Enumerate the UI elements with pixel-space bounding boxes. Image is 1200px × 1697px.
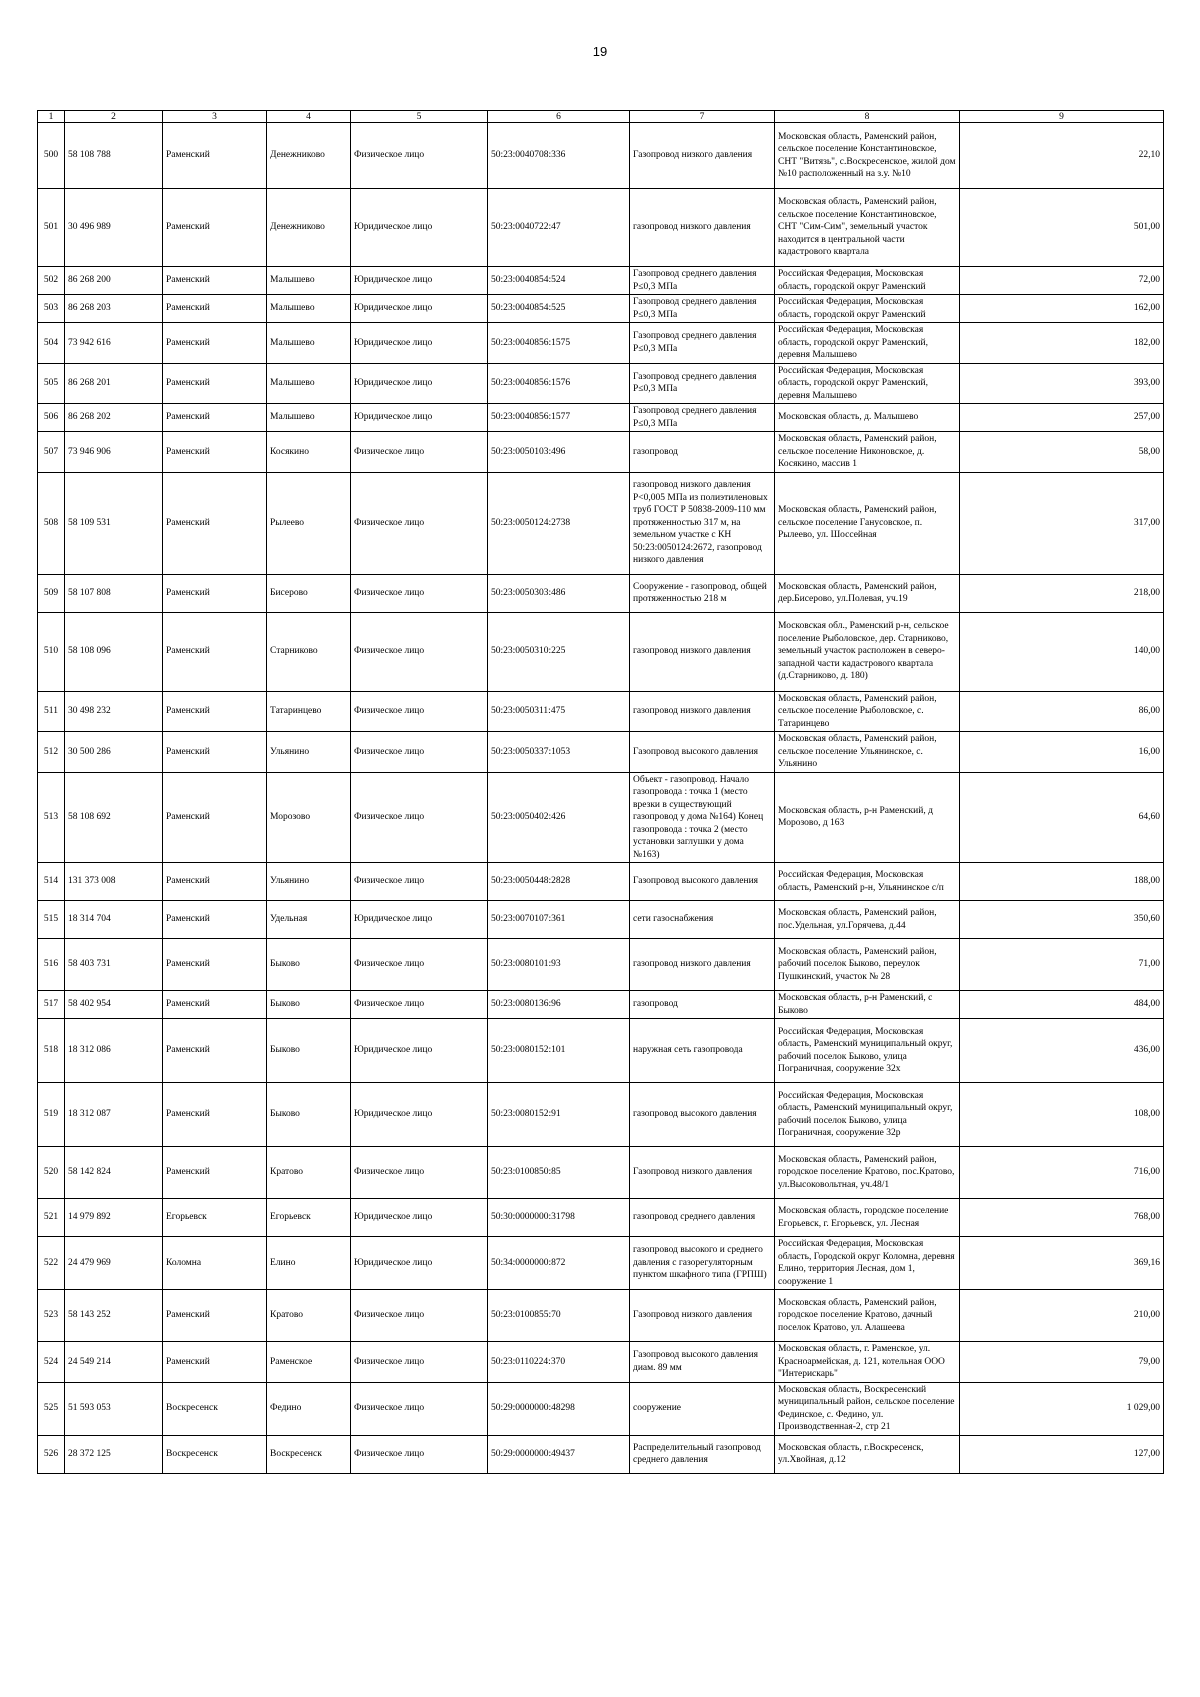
locality-cell: Косякино xyxy=(267,432,351,473)
object-description-cell: Газопровод среднего давления P≤0,3 МПа xyxy=(630,404,775,432)
district-cell: Раменский xyxy=(163,432,267,473)
address-cell: Российская Федерация, Московская область, городской округ Раменский xyxy=(775,267,960,295)
value-cell: 393,00 xyxy=(960,363,1164,404)
value-cell: 71,00 xyxy=(960,939,1164,991)
address-cell: Московская область, Раменский район, сельское поселение Ганусовское, п. Рылеево, ул. Шоссейная xyxy=(775,472,960,574)
value-cell: 350,60 xyxy=(960,901,1164,939)
record-id-cell: 28 372 125 xyxy=(65,1435,163,1473)
owner-type-cell: Юридическое лицо xyxy=(351,363,488,404)
cadastral-number-cell: 50:23:0040856:1576 xyxy=(488,363,630,404)
value-cell: 72,00 xyxy=(960,267,1164,295)
district-cell: Коломна xyxy=(163,1237,267,1290)
locality-cell: Удельная xyxy=(267,901,351,939)
owner-type-cell: Юридическое лицо xyxy=(351,1019,488,1083)
district-cell: Раменский xyxy=(163,1083,267,1147)
locality-cell: Кратово xyxy=(267,1147,351,1199)
column-header: 9 xyxy=(960,111,1164,123)
owner-type-cell: Юридическое лицо xyxy=(351,189,488,267)
record-id-cell: 86 268 201 xyxy=(65,363,163,404)
owner-type-cell: Физическое лицо xyxy=(351,1147,488,1199)
district-cell: Раменский xyxy=(163,691,267,732)
locality-cell: Елино xyxy=(267,1237,351,1290)
value-cell: 1 029,00 xyxy=(960,1382,1164,1435)
address-cell: Московская область, городское поселение Егорьевск, г. Егорьевск, ул. Лесная xyxy=(775,1199,960,1237)
row-number-cell: 513 xyxy=(38,772,65,863)
record-id-cell: 73 946 906 xyxy=(65,432,163,473)
address-cell: Российская Федерация, Московская область, городской округ Раменский, деревня Малышево xyxy=(775,363,960,404)
address-cell: Российская Федерация, Московская область, Раменский муниципальный округ, рабочий поселок Быково, улица Пограничная, сооружение 32р xyxy=(775,1083,960,1147)
table-row xyxy=(38,123,1164,189)
address-cell: Московская обл., Раменский р-н, сельское поселение Рыболовское, дер. Старниково, земельный участок расположен в северо-западной части кадастрового квартала (д.Старниково, д. 180) xyxy=(775,612,960,691)
district-cell: Раменский xyxy=(163,991,267,1019)
table-row xyxy=(38,189,1164,267)
row-number-cell: 508 xyxy=(38,472,65,574)
owner-type-cell: Физическое лицо xyxy=(351,863,488,901)
row-number-cell: 510 xyxy=(38,612,65,691)
record-id-cell: 24 549 214 xyxy=(65,1342,163,1383)
value-cell: 317,00 xyxy=(960,472,1164,574)
object-description-cell: газопровод xyxy=(630,432,775,473)
record-id-cell: 58 143 252 xyxy=(65,1290,163,1342)
row-number-cell: 505 xyxy=(38,363,65,404)
cadastral-number-cell: 50:23:0080136:96 xyxy=(488,991,630,1019)
table-row xyxy=(38,323,1164,364)
object-description-cell: газопровод низкого давления xyxy=(630,189,775,267)
record-id-cell: 51 593 053 xyxy=(65,1382,163,1435)
column-header: 8 xyxy=(775,111,960,123)
table-row xyxy=(38,691,1164,732)
row-number-cell: 521 xyxy=(38,1199,65,1237)
object-description-cell: газопровод высокого и среднего давления с газорегуляторным пунктом шкафного типа (ГРПШ) xyxy=(630,1237,775,1290)
locality-cell: Денежниково xyxy=(267,189,351,267)
address-cell: Московская область, Раменский район, сельское поселение Константиновское, СНТ "Сим-Сим", земельный участок находится в центральной части кадастрового квартала xyxy=(775,189,960,267)
object-description-cell: газопровод низкого давления xyxy=(630,612,775,691)
record-id-cell: 131 373 008 xyxy=(65,863,163,901)
row-number-cell: 524 xyxy=(38,1342,65,1383)
cadastral-number-cell: 50:30:0000000:31798 xyxy=(488,1199,630,1237)
value-cell: 140,00 xyxy=(960,612,1164,691)
column-header: 7 xyxy=(630,111,775,123)
column-header: 2 xyxy=(65,111,163,123)
locality-cell: Малышево xyxy=(267,267,351,295)
record-id-cell: 86 268 200 xyxy=(65,267,163,295)
object-description-cell: Объект - газопровод. Начало газопровода : точка 1 (место врезки в существующий газопровод у дома №164) Конец газопровода : точка 2 (место установки заглушки у дома №163) xyxy=(630,772,775,863)
value-cell: 218,00 xyxy=(960,574,1164,612)
column-header: 3 xyxy=(163,111,267,123)
column-header: 5 xyxy=(351,111,488,123)
object-description-cell: газопровод низкого давления P<0,005 МПа из полиэтиленовых труб ГОСТ Р 50838-2009-110 мм протяженностью 317 м, на земельном участке с КН 50:23:0050124:2672, газопровод низкого давления xyxy=(630,472,775,574)
locality-cell: Ульянино xyxy=(267,863,351,901)
cadastral-number-cell: 50:23:0100850:85 xyxy=(488,1147,630,1199)
object-description-cell: Газопровод среднего давления P≤0,3 МПа xyxy=(630,267,775,295)
value-cell: 188,00 xyxy=(960,863,1164,901)
cadastral-number-cell: 50:23:0040854:524 xyxy=(488,267,630,295)
row-number-cell: 519 xyxy=(38,1083,65,1147)
record-id-cell: 30 498 232 xyxy=(65,691,163,732)
district-cell: Раменский xyxy=(163,732,267,773)
owner-type-cell: Физическое лицо xyxy=(351,991,488,1019)
value-cell: 716,00 xyxy=(960,1147,1164,1199)
address-cell: Московская область, Раменский район, рабочий поселок Быково, переулок Пушкинский, участок № 28 xyxy=(775,939,960,991)
owner-type-cell: Юридическое лицо xyxy=(351,323,488,364)
record-id-cell: 14 979 892 xyxy=(65,1199,163,1237)
owner-type-cell: Юридическое лицо xyxy=(351,404,488,432)
table-row xyxy=(38,1019,1164,1083)
value-cell: 127,00 xyxy=(960,1435,1164,1473)
district-cell: Воскресенск xyxy=(163,1382,267,1435)
record-id-cell: 86 268 203 xyxy=(65,295,163,323)
table-row xyxy=(38,1342,1164,1383)
table-row xyxy=(38,1382,1164,1435)
owner-type-cell: Физическое лицо xyxy=(351,612,488,691)
table-row xyxy=(38,612,1164,691)
cadastral-number-cell: 50:23:0050448:2828 xyxy=(488,863,630,901)
address-cell: Московская область, Раменский район, сельское поселение Константиновское, СНТ "Витязь", с.Воскресенское, жилой дом №10 расположенный на з.у. №10 xyxy=(775,123,960,189)
record-id-cell: 18 312 087 xyxy=(65,1083,163,1147)
locality-cell: Малышево xyxy=(267,363,351,404)
locality-cell: Татаринцево xyxy=(267,691,351,732)
table-row xyxy=(38,267,1164,295)
cadastral-number-cell: 50:23:0080152:91 xyxy=(488,1083,630,1147)
owner-type-cell: Физическое лицо xyxy=(351,574,488,612)
owner-type-cell: Юридическое лицо xyxy=(351,1199,488,1237)
district-cell: Раменский xyxy=(163,295,267,323)
object-description-cell: Газопровод высокого давления диам. 89 мм xyxy=(630,1342,775,1383)
object-description-cell: Распределительный газопровод среднего давления xyxy=(630,1435,775,1473)
address-cell: Московская область, г. Раменское, ул. Красноармейская, д. 121, котельная ООО "Интерискарь" xyxy=(775,1342,960,1383)
row-number-cell: 523 xyxy=(38,1290,65,1342)
district-cell: Раменский xyxy=(163,772,267,863)
value-cell: 86,00 xyxy=(960,691,1164,732)
cadastral-number-cell: 50:34:0000000:872 xyxy=(488,1237,630,1290)
record-id-cell: 58 107 808 xyxy=(65,574,163,612)
column-header: 4 xyxy=(267,111,351,123)
owner-type-cell: Юридическое лицо xyxy=(351,1083,488,1147)
address-cell: Московская область, д. Малышево xyxy=(775,404,960,432)
value-cell: 64,60 xyxy=(960,772,1164,863)
district-cell: Раменский xyxy=(163,472,267,574)
locality-cell: Ульянино xyxy=(267,732,351,773)
header-row xyxy=(38,111,1164,123)
locality-cell: Малышево xyxy=(267,295,351,323)
table-body xyxy=(38,123,1164,1474)
record-id-cell: 58 403 731 xyxy=(65,939,163,991)
address-cell: Московская область, Раменский район, городское поселение Кратово, пос.Кратово, ул.Высоковольтная, уч.48/1 xyxy=(775,1147,960,1199)
table-row xyxy=(38,991,1164,1019)
locality-cell: Кратово xyxy=(267,1290,351,1342)
row-number-cell: 504 xyxy=(38,323,65,364)
cadastral-number-cell: 50:23:0050402:426 xyxy=(488,772,630,863)
object-description-cell: газопровод среднего давления xyxy=(630,1199,775,1237)
district-cell: Раменский xyxy=(163,189,267,267)
district-cell: Раменский xyxy=(163,363,267,404)
address-cell: Московская область, Раменский район, пос.Удельная, ул.Горячева, д.44 xyxy=(775,901,960,939)
object-description-cell: газопровод xyxy=(630,991,775,1019)
object-description-cell: газопровод низкого давления xyxy=(630,691,775,732)
value-cell: 484,00 xyxy=(960,991,1164,1019)
row-number-cell: 502 xyxy=(38,267,65,295)
table-row xyxy=(38,1237,1164,1290)
table-row xyxy=(38,1147,1164,1199)
value-cell: 436,00 xyxy=(960,1019,1164,1083)
table-header xyxy=(38,111,1164,123)
table-row xyxy=(38,472,1164,574)
district-cell: Раменский xyxy=(163,901,267,939)
table-row xyxy=(38,939,1164,991)
address-cell: Российская Федерация, Московская область, Городской округ Коломна, деревня Елино, территория Лесная, дом 1, сооружение 1 xyxy=(775,1237,960,1290)
address-cell: Московская область, Раменский район, сельское поселение Никоновское, д. Косякино, массив 1 xyxy=(775,432,960,473)
locality-cell: Малышево xyxy=(267,323,351,364)
cadastral-number-cell: 50:23:0070107:361 xyxy=(488,901,630,939)
locality-cell: Морозово xyxy=(267,772,351,863)
object-description-cell: Газопровод низкого давления xyxy=(630,1290,775,1342)
cadastral-number-cell: 50:23:0050311:475 xyxy=(488,691,630,732)
value-cell: 162,00 xyxy=(960,295,1164,323)
cadastral-number-cell: 50:23:0050103:496 xyxy=(488,432,630,473)
district-cell: Раменский xyxy=(163,404,267,432)
cadastral-number-cell: 50:23:0110224:370 xyxy=(488,1342,630,1383)
row-number-cell: 516 xyxy=(38,939,65,991)
address-cell: Российская Федерация, Московская область, Раменский р-н, Ульянинское с/п xyxy=(775,863,960,901)
owner-type-cell: Физическое лицо xyxy=(351,732,488,773)
address-cell: Московская область, р-н Раменский, д Морозово, д 163 xyxy=(775,772,960,863)
cadastral-number-cell: 50:23:0050303:486 xyxy=(488,574,630,612)
cadastral-number-cell: 50:23:0080152:101 xyxy=(488,1019,630,1083)
owner-type-cell: Юридическое лицо xyxy=(351,1237,488,1290)
table-row xyxy=(38,1199,1164,1237)
object-description-cell: газопровод низкого давления xyxy=(630,939,775,991)
cadastral-number-cell: 50:23:0050124:2738 xyxy=(488,472,630,574)
object-description-cell: наружная сеть газопровода xyxy=(630,1019,775,1083)
table-row xyxy=(38,574,1164,612)
address-cell: Российская Федерация, Московская область, городской округ Раменский, деревня Малышево xyxy=(775,323,960,364)
cadastral-number-cell: 50:29:0000000:48298 xyxy=(488,1382,630,1435)
cadastral-number-cell: 50:23:0040856:1577 xyxy=(488,404,630,432)
address-cell: Российская Федерация, Московская область, городской округ Раменский xyxy=(775,295,960,323)
address-cell: Московская область, Раменский район, городское поселение Кратово, дачный поселок Кратово, ул. Алашеева xyxy=(775,1290,960,1342)
value-cell: 22,10 xyxy=(960,123,1164,189)
record-id-cell: 58 108 096 xyxy=(65,612,163,691)
object-description-cell: Газопровод среднего давления P≤0,3 МПа xyxy=(630,363,775,404)
address-cell: Московская область, р-н Раменский, с Быково xyxy=(775,991,960,1019)
locality-cell: Старниково xyxy=(267,612,351,691)
table-row xyxy=(38,1083,1164,1147)
owner-type-cell: Физическое лицо xyxy=(351,1382,488,1435)
value-cell: 182,00 xyxy=(960,323,1164,364)
record-id-cell: 73 942 616 xyxy=(65,323,163,364)
owner-type-cell: Физическое лицо xyxy=(351,772,488,863)
cadastral-number-cell: 50:29:0000000:49437 xyxy=(488,1435,630,1473)
district-cell: Раменский xyxy=(163,1147,267,1199)
object-description-cell: Газопровод среднего давления P≤0,3 МПа xyxy=(630,323,775,364)
district-cell: Егорьевск xyxy=(163,1199,267,1237)
cadastral-number-cell: 50:23:0040854:525 xyxy=(488,295,630,323)
owner-type-cell: Физическое лицо xyxy=(351,691,488,732)
cadastral-number-cell: 50:23:0040722:47 xyxy=(488,189,630,267)
row-number-cell: 515 xyxy=(38,901,65,939)
value-cell: 768,00 xyxy=(960,1199,1164,1237)
record-id-cell: 58 402 954 xyxy=(65,991,163,1019)
cadastral-number-cell: 50:23:0040856:1575 xyxy=(488,323,630,364)
locality-cell: Рылеево xyxy=(267,472,351,574)
row-number-cell: 526 xyxy=(38,1435,65,1473)
locality-cell: Быково xyxy=(267,991,351,1019)
row-number-cell: 520 xyxy=(38,1147,65,1199)
table-row xyxy=(38,295,1164,323)
table-row xyxy=(38,363,1164,404)
row-number-cell: 514 xyxy=(38,863,65,901)
district-cell: Раменский xyxy=(163,612,267,691)
locality-cell: Денежниково xyxy=(267,123,351,189)
column-header: 6 xyxy=(488,111,630,123)
owner-type-cell: Юридическое лицо xyxy=(351,295,488,323)
record-id-cell: 18 314 704 xyxy=(65,901,163,939)
table-row xyxy=(38,863,1164,901)
district-cell: Раменский xyxy=(163,939,267,991)
object-description-cell: Газопровод высокого давления xyxy=(630,863,775,901)
cadastral-number-cell: 50:23:0040708:336 xyxy=(488,123,630,189)
row-number-cell: 507 xyxy=(38,432,65,473)
row-number-cell: 501 xyxy=(38,189,65,267)
address-cell: Московская область, Раменский район, сельское поселение Ульянинское, с. Ульянино xyxy=(775,732,960,773)
locality-cell: Быково xyxy=(267,1019,351,1083)
table-row xyxy=(38,404,1164,432)
object-description-cell: Сооружение - газопровод, общей протяженностью 218 м xyxy=(630,574,775,612)
address-cell: Московская область, Воскресенский муниципальный район, сельское поселение Фединское, с. Федино, ул. Производственная-2, стр 21 xyxy=(775,1382,960,1435)
locality-cell: Федино xyxy=(267,1382,351,1435)
address-cell: Московская область, Раменский район, сельское поселение Рыболовское, с. Татаринцево xyxy=(775,691,960,732)
object-description-cell: Газопровод низкого давления xyxy=(630,1147,775,1199)
district-cell: Раменский xyxy=(163,574,267,612)
table-row xyxy=(38,772,1164,863)
row-number-cell: 509 xyxy=(38,574,65,612)
row-number-cell: 512 xyxy=(38,732,65,773)
row-number-cell: 525 xyxy=(38,1382,65,1435)
cadastral-number-cell: 50:23:0100855:70 xyxy=(488,1290,630,1342)
record-id-cell: 18 312 086 xyxy=(65,1019,163,1083)
record-id-cell: 30 496 989 xyxy=(65,189,163,267)
table-row xyxy=(38,1435,1164,1473)
locality-cell: Егорьевск xyxy=(267,1199,351,1237)
object-description-cell: сооружение xyxy=(630,1382,775,1435)
record-id-cell: 58 108 692 xyxy=(65,772,163,863)
address-cell: Российская Федерация, Московская область, Раменский муниципальный округ, рабочий поселок Быково, улица Пограничная, сооружение 32х xyxy=(775,1019,960,1083)
table-row xyxy=(38,732,1164,773)
value-cell: 58,00 xyxy=(960,432,1164,473)
object-description-cell: сети газоснабжения xyxy=(630,901,775,939)
district-cell: Воскресенск xyxy=(163,1435,267,1473)
owner-type-cell: Физическое лицо xyxy=(351,939,488,991)
row-number-cell: 522 xyxy=(38,1237,65,1290)
locality-cell: Раменское xyxy=(267,1342,351,1383)
cadastral-number-cell: 50:23:0050310:225 xyxy=(488,612,630,691)
value-cell: 369,16 xyxy=(960,1237,1164,1290)
owner-type-cell: Физическое лицо xyxy=(351,1290,488,1342)
record-id-cell: 86 268 202 xyxy=(65,404,163,432)
locality-cell: Малышево xyxy=(267,404,351,432)
owner-type-cell: Физическое лицо xyxy=(351,1342,488,1383)
locality-cell: Быково xyxy=(267,1083,351,1147)
district-cell: Раменский xyxy=(163,863,267,901)
object-description-cell: газопровод высокого давления xyxy=(630,1083,775,1147)
district-cell: Раменский xyxy=(163,123,267,189)
owner-type-cell: Физическое лицо xyxy=(351,472,488,574)
value-cell: 108,00 xyxy=(960,1083,1164,1147)
table-row xyxy=(38,1290,1164,1342)
object-description-cell: Газопровод низкого давления xyxy=(630,123,775,189)
value-cell: 210,00 xyxy=(960,1290,1164,1342)
owner-type-cell: Физическое лицо xyxy=(351,1435,488,1473)
row-number-cell: 517 xyxy=(38,991,65,1019)
registry-table xyxy=(37,110,1164,1474)
row-number-cell: 506 xyxy=(38,404,65,432)
owner-type-cell: Физическое лицо xyxy=(351,123,488,189)
locality-cell: Воскресенск xyxy=(267,1435,351,1473)
record-id-cell: 58 108 788 xyxy=(65,123,163,189)
record-id-cell: 58 142 824 xyxy=(65,1147,163,1199)
value-cell: 257,00 xyxy=(960,404,1164,432)
owner-type-cell: Юридическое лицо xyxy=(351,267,488,295)
locality-cell: Бисерово xyxy=(267,574,351,612)
district-cell: Раменский xyxy=(163,1019,267,1083)
cadastral-number-cell: 50:23:0050337:1053 xyxy=(488,732,630,773)
locality-cell: Быково xyxy=(267,939,351,991)
district-cell: Раменский xyxy=(163,323,267,364)
record-id-cell: 24 479 969 xyxy=(65,1237,163,1290)
record-id-cell: 58 109 531 xyxy=(65,472,163,574)
object-description-cell: Газопровод высокого давления xyxy=(630,732,775,773)
table-row xyxy=(38,901,1164,939)
district-cell: Раменский xyxy=(163,1342,267,1383)
value-cell: 16,00 xyxy=(960,732,1164,773)
owner-type-cell: Юридическое лицо xyxy=(351,901,488,939)
page-number: 19 xyxy=(592,44,608,59)
address-cell: Московская область, Раменский район, дер.Бисерово, ул.Полевая, уч.19 xyxy=(775,574,960,612)
value-cell: 79,00 xyxy=(960,1342,1164,1383)
column-header: 1 xyxy=(38,111,65,123)
object-description-cell: Газопровод среднего давления P≤0,3 МПа xyxy=(630,295,775,323)
row-number-cell: 518 xyxy=(38,1019,65,1083)
row-number-cell: 500 xyxy=(38,123,65,189)
row-number-cell: 511 xyxy=(38,691,65,732)
district-cell: Раменский xyxy=(163,267,267,295)
row-number-cell: 503 xyxy=(38,295,65,323)
table-row xyxy=(38,432,1164,473)
district-cell: Раменский xyxy=(163,1290,267,1342)
address-cell: Московская область, г.Воскресенск, ул.Хвойная, д.12 xyxy=(775,1435,960,1473)
owner-type-cell: Физическое лицо xyxy=(351,432,488,473)
cadastral-number-cell: 50:23:0080101:93 xyxy=(488,939,630,991)
value-cell: 501,00 xyxy=(960,189,1164,267)
record-id-cell: 30 500 286 xyxy=(65,732,163,773)
